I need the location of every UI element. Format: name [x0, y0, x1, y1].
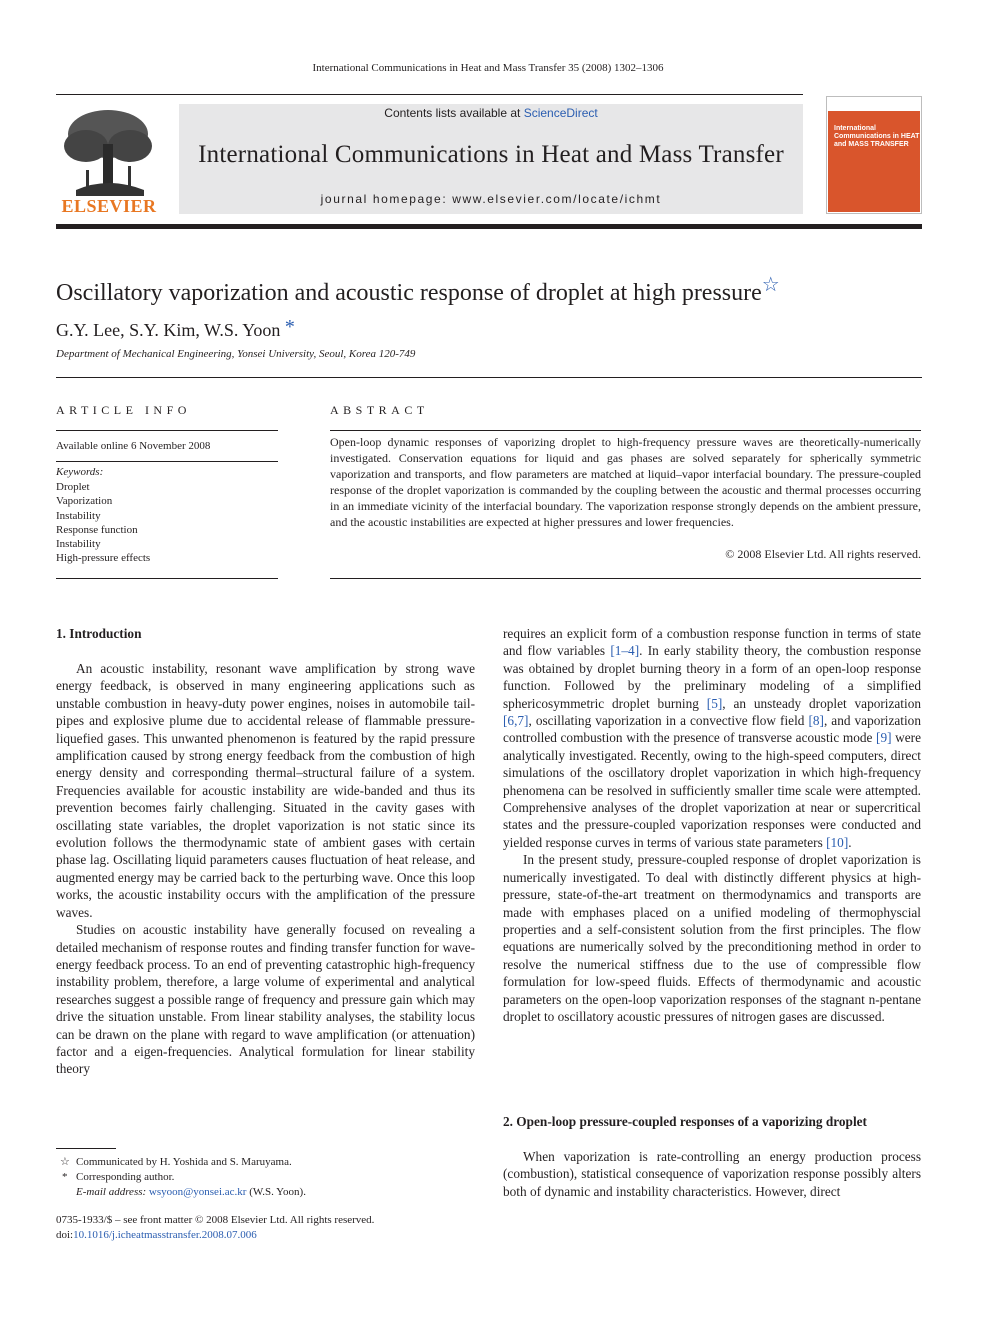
keyword-item: High-pressure effects [56, 552, 151, 565]
title-footnote-star-icon[interactable]: ☆ [761, 274, 780, 296]
section-heading-introduction: 1. Introduction [56, 626, 142, 641]
keyword-item: Response function [56, 523, 138, 536]
reference-link[interactable]: [6,7] [503, 713, 529, 729]
keyword-item: Instability [56, 509, 101, 522]
email-link[interactable]: wsyoon@yonsei.ac.kr [148, 1186, 247, 1198]
right-column-body [503, 625, 921, 1025]
reference-link[interactable]: [1–4] [610, 643, 640, 659]
paragraph: In the present study, pressure-coupled response of droplet vaporization is numerically investigated. To deal with distinctly different physics at high-pressure, state-of-the-art treatment on thermodynamics and transports are made with emphases placed on a unified modeling of thermophyscial properties and a self-consistent solution from the first principles. The flow equations are numerically solved by the preconditioning method in order to resolve the numerical stiffness due to the use of compressible flow formulation for low-speed fluids. Effects of thermodynamic and acoustic parameters on the open-loop vaporization responses of the stagnant n-pentane droplet to oscillatory acoustic pressures of nitrogen gases are discussed. [503, 852, 921, 1024]
doi-line: doi:10.1016/j.icheatmasstransfer.2008.07.006 [56, 1229, 257, 1241]
reference-link[interactable]: [5] [706, 695, 723, 711]
author-list [56, 316, 295, 341]
cover-title: International Communications in HEAT and MASS TRANSFER [834, 125, 920, 148]
footnote-email: E-mail address: wsyoon@yonsei.ac.kr (W.S. Yoon). [76, 1186, 306, 1198]
right-column-continuation [503, 1148, 921, 1200]
journal-title: International Communications in Heat and Mass Transfer [198, 141, 784, 168]
article-info-rule [56, 430, 278, 431]
keywords-list [56, 480, 150, 566]
journal-homepage[interactable]: journal homepage: www.elsevier.com/locate/ichmt [320, 192, 662, 206]
available-online: Available online 6 November 2008 [56, 440, 211, 452]
keyword-item: Droplet [56, 481, 90, 493]
footnote-star-icon: ☆ [60, 1156, 70, 1168]
article-title-text: Oscillatory vaporization and acoustic response of droplet at high pressure [56, 280, 762, 306]
sciencedirect-link[interactable]: ScienceDirect [523, 106, 598, 120]
abstract-rule [330, 430, 921, 431]
title-divider [56, 377, 922, 378]
paragraph: requires an explicit form of a combustion response function in terms of state and flow variables [1–4]. In early stability theory, the combustion response was obtained by droplet burning theory in a form of an open-loop response function. Followed by the preliminary modeling of a simplified sphericosymmetric droplet burning [5], an unsteady droplet vaporization [6,7], oscillating vaporization in a convective flow field [8], and vaporization controlled combustion with the presence of transverse acoustic mode [9] were analytically investigated. Recently, owing to the high-speed computers, direct simulations of the oscillatory droplet vaporization in which high-frequency phenomena can be resolved in sufficiently smaller time scale were attempted. Comprehensive analyses of the droplet vaporization at near or supercritical states and the pressure-coupled vaporization responses were conducted and yielded response curves in terms of various state parameters [10]. [503, 626, 921, 850]
affiliation: Department of Mechanical Engineering, Yonsei University, Seoul, Korea 120-749 [56, 348, 416, 360]
footnote-asterisk: * [62, 1171, 68, 1183]
abstract-text: Open-loop dynamic responses of vaporizing droplet to high-frequency pressure waves are theoretically-numerically investigated. Conservation equations for liquid and gas phases are solved separately for spherically symmetric vaporization and transports, and flow parameters are matched at liquid–vapor interfacial boundary. The pressure-coupled response of the droplet vaporization is commanded by the coupling between the acoustic and thermal processes occurring in an immediate vicinity of the interfacial boundary. The vaporization response strongly depends on the ambient pressure, and the acoustic instabilities are expected at higher pressures and lower frequencies. [330, 435, 921, 529]
abstract-label: ABSTRACT [330, 403, 429, 417]
header-rule [56, 94, 803, 95]
keywords-rule [56, 461, 278, 462]
header-thick-rule [56, 224, 922, 229]
keyword-item: Vaporization [56, 495, 113, 508]
keywords-label: Keywords: [56, 466, 104, 478]
running-head: International Communications in Heat and Mass Transfer 35 (2008) 1302–1306 [312, 62, 664, 74]
left-column-body [56, 660, 475, 1078]
paragraph: Studies on acoustic instability have generally focused on revealing a detailed mechanism of response routes and finding transfer function for wave-energy feedback process. To an end of preventing catastrophic high-frequency instability problem, therefore, a large volume of experimental and analytical researches suggest a possible range of frequency and pressure gain which may drive the situation unstable. From linear stability analyses, the stability locus can be drawn on the plane with regard to wave amplification (or attenuation) factor and a eigen-frequencies. Analytical formulation for linear stability theory [56, 922, 475, 1077]
contents-prefix: Contents lists available at [384, 106, 524, 120]
contents-line [179, 106, 803, 120]
issn-line: 0735-1933/$ – see front matter © 2008 Elsevier Ltd. All rights reserved. [56, 1214, 375, 1226]
publisher-name: ELSEVIER [61, 196, 157, 216]
reference-link[interactable]: [10] [826, 834, 849, 850]
reference-link[interactable]: [9] [876, 730, 892, 746]
article-info-bottom-rule [56, 578, 278, 579]
footnote-communicated: ☆ Communicated by H. Yoshida and S. Maruyama. [60, 1156, 292, 1168]
journal-cover-thumbnail [826, 96, 922, 214]
doi-link[interactable]: 10.1016/j.icheatmasstransfer.2008.07.006 [73, 1229, 257, 1241]
article-title [56, 272, 780, 307]
section-heading-2: 2. Open-loop pressure-coupled responses of a vaporizing droplet [503, 1114, 867, 1129]
footnote-corresponding: * Corresponding author. [62, 1171, 175, 1183]
abstract-bottom-rule [330, 578, 921, 579]
corresponding-author-mark[interactable]: * [284, 316, 295, 338]
paragraph: When vaporization is rate-controlling an energy production process (combustion), statistical consequence of vaporization response possibly alters both of dynamic and instability characteristics. However, direct [503, 1149, 921, 1199]
footnote-rule [56, 1148, 116, 1149]
article-info-label: ARTICLE INFO [56, 403, 191, 417]
reference-link[interactable]: [8] [808, 713, 824, 729]
keyword-item: Instability [56, 538, 101, 551]
authors-text: G.Y. Lee, S.Y. Kim, W.S. Yoon [56, 320, 281, 340]
paragraph: An acoustic instability, resonant wave amplification by strong wave energy feedback, is observed in many engineering applications such as unstable combustion in heavy-duty power engines, noises in automobile tail-pipes and explosive plume due to accidental release of flammable pressure-liquefied gases. This unwanted phenomenon is featured by the rapid pressure amplification caused by strong energy feedback from the combustion of high energy density and corresponding thermal–structural failure of a system. Frequencies available for acoustic instability are wide-banded and thus its prevention becomes fairly challenging. Situated in the cavity gases with oscillating state variables, the droplet vaporization is not static since its evolution follows the thermodynamic state of ambient gases with certain phase lag. Oscillating liquid parameters causes fluctuation of heat release, and augmented energy may be carried back to the perturbing wave. Once this loop works, the acoustic instability occurs with the amplification of the pressure waves. [56, 661, 475, 920]
abstract-copyright: © 2008 Elsevier Ltd. All rights reserved. [725, 547, 921, 561]
